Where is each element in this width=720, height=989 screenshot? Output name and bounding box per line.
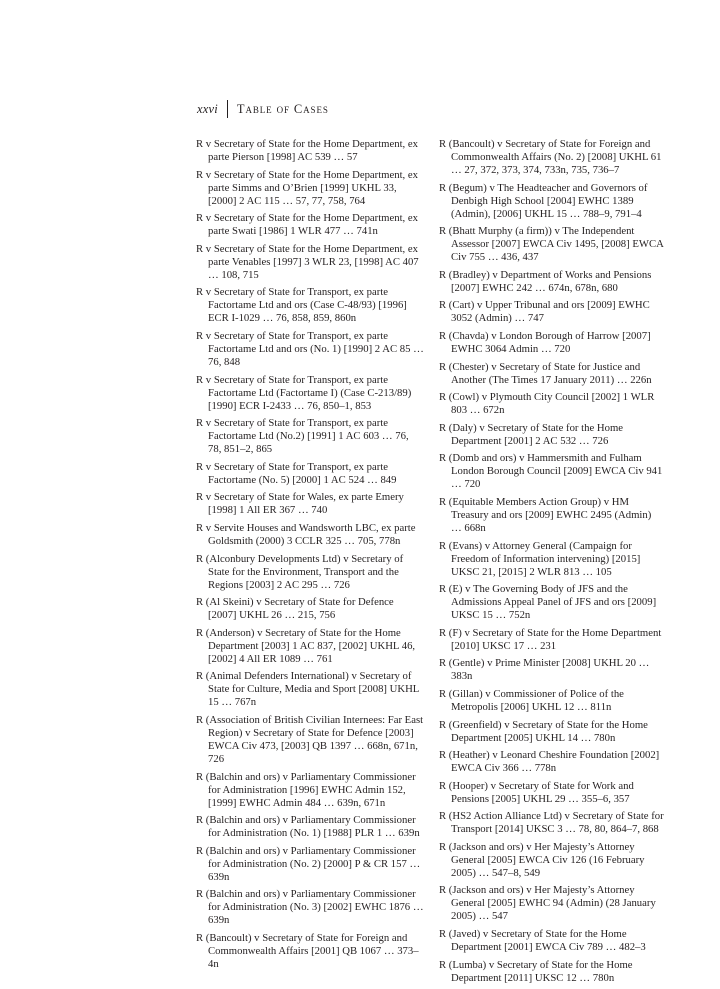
case-entry: R (HS2 Action Alliance Ltd) v Secretary of State for Transport [2014] UKSC 3 … 78, 80, 864–7, 868 <box>439 810 664 836</box>
case-entry: R (Anderson) v Secretary of State for the Home Department [2003] 1 AC 837, [2002] UKHL 46, [2002] 4 All ER 1089 … 761 <box>196 626 416 665</box>
case-entry: R (Association of British Civilian Internees: Far East Region) v Secretary of State for Defence [2003] EWCA Civ 473, [2003] QB 1397 … 668n, 671n, 726 <box>196 713 424 765</box>
case-entry: R (Begum) v The Headteacher and Governors of Denbigh High School [2004] EWHC 1389 (Admin), [2006] UKHL 15 … 788–9, 791–4 <box>439 181 648 220</box>
case-entry: R (Gentle) v Prime Minister [2008] UKHL 20 … 383n <box>439 657 650 683</box>
case-entry: R (Daly) v Secretary of State for the Home Department [2001] 2 AC 532 … 726 <box>439 421 623 447</box>
right-column <box>439 138 664 989</box>
case-entry: R v Secretary of State for Transport, ex parte Factortame Ltd and ors (No. 1) [1990] 2 AC 85 … 76, 848 <box>196 329 424 368</box>
case-entry: R (Bradley) v Department of Works and Pensions [2007] EWHC 242 … 674n, 678n, 680 <box>439 268 652 294</box>
case-entry: R v Secretary of State for Transport, ex parte Factortame Ltd (No.2) [1991] 1 AC 603 … 76, 78, 851–2, 865 <box>196 417 409 456</box>
case-entry: R (Heather) v Leonard Cheshire Foundation [2002] EWCA Civ 366 … 778n <box>439 749 660 775</box>
case-entry: R (Bancoult) v Secretary of State for Foreign and Commonwealth Affairs (No. 2) [2008] UKHL 61 … 27, 372, 373, 374, 733n, 735, 736–7 <box>439 138 662 176</box>
case-entry: R (Animal Defenders International) v Secretary of State for Culture, Media and Sport [2008] UKHL 15 … 767n <box>196 670 419 709</box>
case-entry: R (Al Skeini) v Secretary of State for Defence [2007] UKHL 26 … 215, 756 <box>196 596 394 622</box>
running-title: Table of Cases <box>236 101 329 116</box>
case-entry: R (Chester) v Secretary of State for Justice and Another (The Times 17 January 2011) … 226n <box>439 360 652 386</box>
page-number: xxvi <box>197 101 218 116</box>
case-entry: R (Cart) v Upper Tribunal and ors [2009] EWHC 3052 (Admin) … 747 <box>439 299 650 325</box>
case-entry: R (Equitable Members Action Group) v HM Treasury and ors [2009] EWHC 2495 (Admin) … 668n <box>439 495 652 534</box>
case-entry: R (Bancoult) v Secretary of State for Foreign and Commonwealth Affairs [2001] QB 1067 … 373–4n <box>196 931 419 970</box>
case-entry: R (Javed) v Secretary of State for the Home Department [2001] EWCA Civ 789 … 482–3 <box>439 928 646 954</box>
case-entry: R (Balchin and ors) v Parliamentary Commissioner for Administration (No. 1) [1988] PLR 1 … 639n <box>196 814 420 840</box>
case-entry: R (F) v Secretary of State for the Home Department [2010] UKSC 17 … 231 <box>439 626 662 652</box>
case-entry: R (Balchin and ors) v Parliamentary Commissioner for Administration [1996] EWHC Admin 152, [1999] EWHC Admin 484 … 639n, 671n <box>196 770 416 809</box>
case-entry: R (Greenfield) v Secretary of State for the Home Department [2005] UKHL 14 … 780n <box>439 718 648 744</box>
case-entry: R (Hooper) v Secretary of State for Work and Pensions [2005] UKHL 29 … 355–6, 357 <box>439 779 634 805</box>
case-entry: R v Secretary of State for Transport, ex parte Factortame Ltd (Factortame I) (Case C-213/89) [1990] ECR I-2433 … 76, 850–1, 853 <box>196 373 412 412</box>
case-entry: R v Secretary of State for the Home Department, ex parte Swati [1986] 1 WLR 477 … 741n <box>196 212 418 238</box>
header-divider <box>227 100 228 118</box>
case-entry: R v Secretary of State for the Home Department, ex parte Simms and O’Brien [1999] UKHL 33, [2000] 2 AC 115 … 57, 77, 758, 764 <box>196 168 418 207</box>
left-column <box>196 138 424 975</box>
case-entry: R (Jackson and ors) v Her Majesty’s Attorney General [2005] EWCA Civ 126 (16 February 2005) … 547–8, 549 <box>439 840 645 879</box>
case-entry: R (Alconbury Developments Ltd) v Secretary of State for the Environment, Transport and the Regions [2003] 2 AC 295 … 726 <box>196 552 404 591</box>
case-entry: R v Secretary of State for the Home Department, ex parte Pierson [1998] AC 539 … 57 <box>196 138 418 163</box>
case-entry: R (Bhatt Murphy (a firm)) v The Independent Assessor [2007] EWCA Civ 1495, [2008] EWCA Civ 755 … 436, 437 <box>439 225 664 264</box>
case-entry: R (Cowl) v Plymouth City Council [2002] 1 WLR 803 … 672n <box>439 391 655 417</box>
case-entry: R (Domb and ors) v Hammersmith and Fulham London Borough Council [2009] EWCA Civ 941 … 720 <box>439 452 663 491</box>
case-entry: R (Balchin and ors) v Parliamentary Commissioner for Administration (No. 2) [2000] P & CR 157 … 639n <box>196 844 421 883</box>
case-entry: R (E) v The Governing Body of JFS and the Admissions Appeal Panel of JFS and ors [2009] UKSC 15 … 752n <box>439 583 657 622</box>
case-entry: R (Lumba) v Secretary of State for the Home Department [2011] UKSC 12 … 780n <box>439 958 633 984</box>
running-header <box>197 99 329 119</box>
case-entry: R (Gillan) v Commissioner of Police of the Metropolis [2006] UKHL 12 … 811n <box>439 687 624 713</box>
case-entry: R v Servite Houses and Wandsworth LBC, ex parte Goldsmith (2000) 3 CCLR 325 … 705, 778n <box>196 521 416 547</box>
case-entry: R v Secretary of State for Wales, ex parte Emery [1998] 1 All ER 367 … 740 <box>196 491 404 517</box>
case-entry: R (Balchin and ors) v Parliamentary Commissioner for Administration (No. 3) [2002] EWHC 1876 … 639n <box>196 888 424 927</box>
case-entry: R v Secretary of State for the Home Department, ex parte Venables [1997] 3 WLR 23, [1998] AC 407 … 108, 715 <box>196 242 419 281</box>
case-entry: R v Secretary of State for Transport, ex parte Factortame Ltd and ors (Case C-48/93) [1996] ECR I-1029 … 76, 858, 859, 860n <box>196 286 407 325</box>
case-entry: R (Chavda) v London Borough of Harrow [2007] EWHC 3064 Admin … 720 <box>439 329 651 355</box>
case-entry: R (Evans) v Attorney General (Campaign for Freedom of Information intervening) [2015] UKSC 21, [2015] 2 WLR 813 … 105 <box>439 539 641 578</box>
case-entry: R (Jackson and ors) v Her Majesty’s Attorney General [2005] EWHC 94 (Admin) (28 January 2005) … 547 <box>439 884 656 923</box>
case-entry: R v Secretary of State for Transport, ex parte Factortame (No. 5) [2000] 1 AC 524 … 849 <box>196 460 397 486</box>
